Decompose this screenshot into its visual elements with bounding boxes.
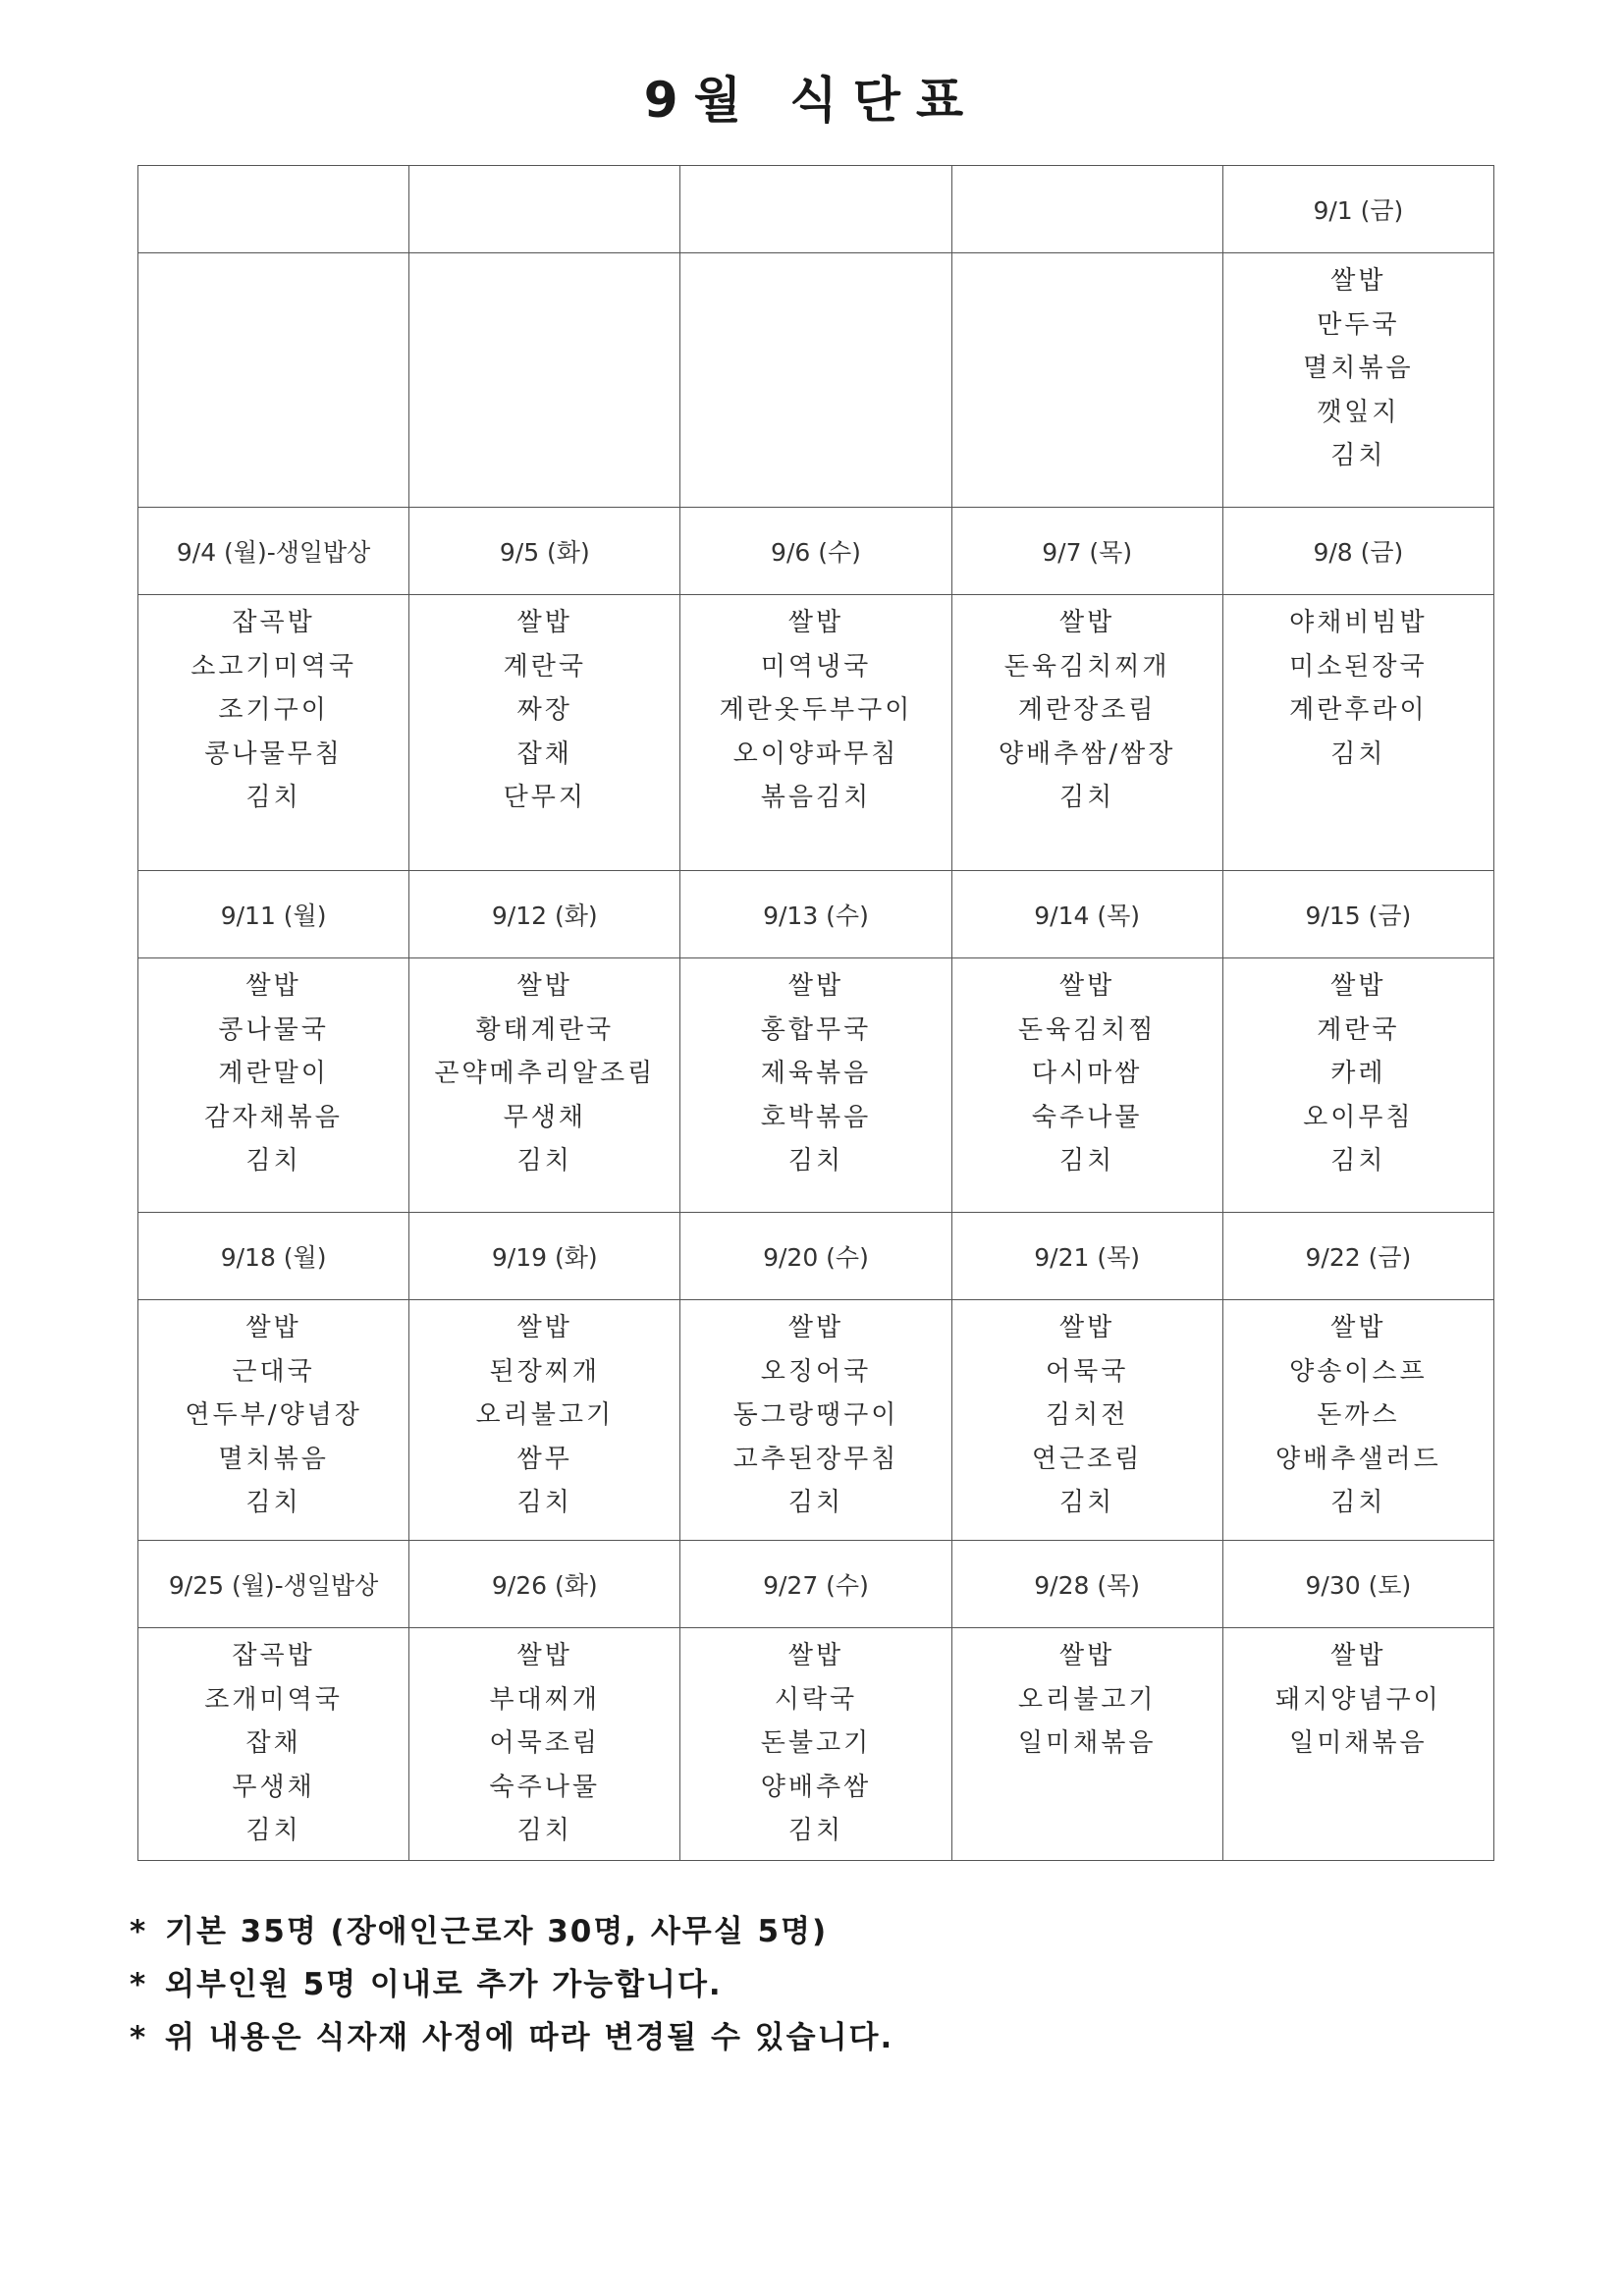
dish-item: 조개미역국 [204,1684,343,1715]
date-row [138,871,1494,958]
notes-section [130,1905,1406,2064]
dish-item: 연근조림 [1031,1444,1143,1474]
menu-cell [951,1300,1222,1541]
date-cell: 9/28 (목) [951,1541,1222,1628]
date-cell [409,166,680,253]
dish-item: 오이양파무침 [732,738,899,769]
dish-item: 오리불고기 [1017,1684,1157,1715]
dish-item: 다시마쌈 [1031,1059,1143,1088]
dish-item: 오이무침 [1303,1102,1414,1132]
menu-row [138,958,1494,1213]
menu-cell [409,253,680,508]
dish-item: 일미채볶음 [1017,1728,1157,1758]
page-title: 9월 식단표 [643,72,980,129]
dish-item: 쌀밥 [787,1641,844,1670]
dish-item: 단무지 [503,783,586,812]
dish-item: 황태계란국 [475,1014,615,1045]
dish-item: 깻잎지 [1317,397,1400,427]
dish-item: 김치 [516,1816,572,1845]
dish-item: 시락국 [774,1684,858,1715]
menu-cell [1222,595,1493,871]
dish-item: 볶음김치 [760,783,872,812]
dish-item: 잡채 [516,738,572,769]
date-cell [680,166,951,253]
dish-item: 쌀밥 [516,971,572,1001]
note-text: 위 내용은 식자재 사정에 따라 변경될 수 있습니다. [165,2020,894,2055]
date-cell: 9/12 (화) [409,871,680,958]
dish-item: 쌀밥 [245,971,301,1001]
date-cell: 9/13 (수) [680,871,951,958]
menu-cell [680,958,951,1213]
date-cell: 9/11 (월) [138,871,409,958]
dish-item: 쌀밥 [787,608,844,637]
dish-item: 잡곡밥 [232,1641,315,1670]
date-cell: 9/6 (수) [680,508,951,595]
date-cell: 9/18 (월) [138,1213,409,1300]
menu-cell [1222,253,1493,508]
dish-item: 돈육김치찜 [1017,1014,1157,1045]
date-cell: 9/8 (금) [1222,508,1493,595]
dish-item: 동그랑땡구이 [732,1400,899,1430]
menu-cell [951,958,1222,1213]
dish-item: 양배추쌈/쌈장 [998,738,1176,769]
note-line [130,1958,1406,2011]
dish-item: 김치 [1330,738,1386,769]
dish-item: 김치 [1059,1488,1115,1517]
dish-item: 잡곡밥 [232,608,315,637]
date-cell: 9/30 (토) [1222,1541,1493,1628]
menu-cell [409,1628,680,1861]
dish-item: 쌀밥 [1330,1313,1386,1342]
dish-item: 김치 [1059,783,1115,812]
dish-item: 쌀밥 [787,1313,844,1342]
date-cell: 9/1 (금) [1222,166,1493,253]
dish-item: 양송이스프 [1289,1356,1428,1387]
dish-item: 계란국 [1317,1014,1400,1045]
dish-item: 부대찌개 [489,1684,601,1715]
date-cell: 9/5 (화) [409,508,680,595]
menu-cell [409,595,680,871]
date-cell: 9/7 (목) [951,508,1222,595]
dish-item: 김치 [1330,441,1386,470]
dish-item: 김치 [516,1488,572,1517]
dish-item: 돈육김치찌개 [1003,651,1170,682]
menu-row [138,253,1494,508]
dish-item: 쌀밥 [1059,1313,1115,1342]
date-row [138,1541,1494,1628]
dish-item: 돈까스 [1317,1400,1400,1430]
dish-item: 조기구이 [218,695,329,725]
dish-item: 야채비빔밥 [1289,608,1428,637]
dish-item: 김치 [787,1488,844,1517]
date-row [138,1213,1494,1300]
menu-cell [138,1628,409,1861]
dish-item: 잡채 [245,1728,301,1758]
menu-cell [951,595,1222,871]
dish-item: 멸치볶음 [218,1444,329,1474]
dish-item: 무생채 [503,1102,586,1132]
menu-cell [951,253,1222,508]
dish-item: 쌀밥 [1330,1641,1386,1670]
dish-item: 제육볶음 [760,1059,872,1088]
dish-item: 숙주나물 [489,1772,601,1802]
menu-row [138,1628,1494,1861]
menu-cell [138,1300,409,1541]
dish-item: 콩나물무침 [204,738,343,769]
dish-item: 감자채볶음 [204,1102,343,1132]
date-row [138,508,1494,595]
dish-item: 계란후라이 [1289,695,1428,725]
date-cell [138,166,409,253]
dish-item: 쌀밥 [1059,971,1115,1001]
dish-item: 소고기미역국 [190,651,356,682]
dish-item: 양배추샐러드 [1275,1444,1441,1474]
dish-item: 홍합무국 [760,1014,872,1045]
menu-cell [680,253,951,508]
date-cell: 9/26 (화) [409,1541,680,1628]
note-line [130,1905,1406,1958]
dish-item: 콩나물국 [218,1014,329,1045]
asterisk-bullet-icon: * [130,1967,148,2002]
menu-cell [680,595,951,871]
menu-cell [680,1300,951,1541]
menu-cell [951,1628,1222,1861]
dish-item: 돈불고기 [760,1728,872,1758]
dish-item: 쌀밥 [516,608,572,637]
dish-item: 돼지양념구이 [1275,1684,1441,1715]
date-cell [951,166,1222,253]
note-text: 외부인원 5명 이내로 추가 가능합니다. [165,1967,723,2002]
dish-item: 쌀밥 [516,1641,572,1670]
dish-item: 곤약메추리알조림 [434,1059,656,1088]
dish-item: 고추된장무침 [732,1444,899,1474]
menu-cell [409,958,680,1213]
menu-cell [138,958,409,1213]
dish-item: 오징어국 [760,1356,872,1387]
menu-cell [138,595,409,871]
dish-item: 김치 [516,1146,572,1175]
dish-item: 김치 [245,1816,301,1845]
dish-item: 만두국 [1317,309,1400,340]
dish-item: 김치 [245,1488,301,1517]
menu-cell [1222,1628,1493,1861]
dish-item: 김치 [787,1816,844,1845]
dish-item: 김치 [245,1146,301,1175]
asterisk-bullet-icon: * [130,2020,148,2055]
dish-item: 쌀밥 [1330,971,1386,1001]
dish-item: 숙주나물 [1031,1102,1143,1132]
menu-cell [1222,1300,1493,1541]
dish-item: 김치 [1330,1146,1386,1175]
dish-item: 쌀밥 [245,1313,301,1342]
dish-item: 쌈무 [516,1444,572,1474]
date-cell: 9/4 (월)-생일밥상 [138,508,409,595]
dish-item: 연두부/양념장 [185,1400,362,1430]
dish-item: 쌀밥 [1330,266,1386,296]
dish-item: 무생채 [232,1772,315,1802]
dish-item: 쌀밥 [787,971,844,1001]
dish-item: 계란국 [503,651,586,682]
dish-item: 미소된장국 [1289,651,1428,682]
dish-item: 김치 [787,1146,844,1175]
date-row [138,166,1494,253]
menu-cell [680,1628,951,1861]
dish-item: 호박볶음 [760,1102,872,1132]
dish-item: 김치 [1330,1488,1386,1517]
dish-item: 미역냉국 [760,651,872,682]
dish-item: 계란옷두부구이 [719,695,913,725]
note-text: 기본 35명 (장애인근로자 30명, 사무실 5명) [165,1914,829,1949]
dish-item: 양배추쌈 [760,1772,872,1802]
meal-plan-table [137,165,1494,1861]
dish-item: 어묵조림 [489,1728,601,1758]
menu-cell [138,253,409,508]
dish-item: 멸치볶음 [1303,354,1414,383]
date-cell: 9/20 (수) [680,1213,951,1300]
dish-item: 카레 [1330,1059,1386,1088]
dish-item: 오리불고기 [475,1400,615,1430]
dish-item: 된장찌개 [489,1356,601,1387]
dish-item: 쌀밥 [1059,608,1115,637]
menu-row [138,1300,1494,1541]
date-cell: 9/19 (화) [409,1213,680,1300]
dish-item: 김치전 [1045,1400,1129,1430]
dish-item: 어묵국 [1045,1356,1129,1387]
date-cell: 9/27 (수) [680,1541,951,1628]
dish-item: 일미채볶음 [1289,1728,1428,1758]
note-line [130,2011,1406,2064]
date-cell: 9/22 (금) [1222,1213,1493,1300]
dish-item: 계란장조림 [1017,695,1157,725]
dish-item: 근대국 [232,1356,315,1387]
dish-item: 김치 [245,783,301,812]
dish-item: 쌀밥 [1059,1641,1115,1670]
date-cell: 9/15 (금) [1222,871,1493,958]
dish-item: 김치 [1059,1146,1115,1175]
date-cell: 9/14 (목) [951,871,1222,958]
date-cell: 9/25 (월)-생일밥상 [138,1541,409,1628]
menu-cell [1222,958,1493,1213]
dish-item: 짜장 [516,695,572,725]
dish-item: 계란말이 [218,1059,329,1088]
menu-row [138,595,1494,871]
menu-cell [409,1300,680,1541]
asterisk-bullet-icon: * [130,1914,148,1949]
dish-item: 쌀밥 [516,1313,572,1342]
date-cell: 9/21 (목) [951,1213,1222,1300]
